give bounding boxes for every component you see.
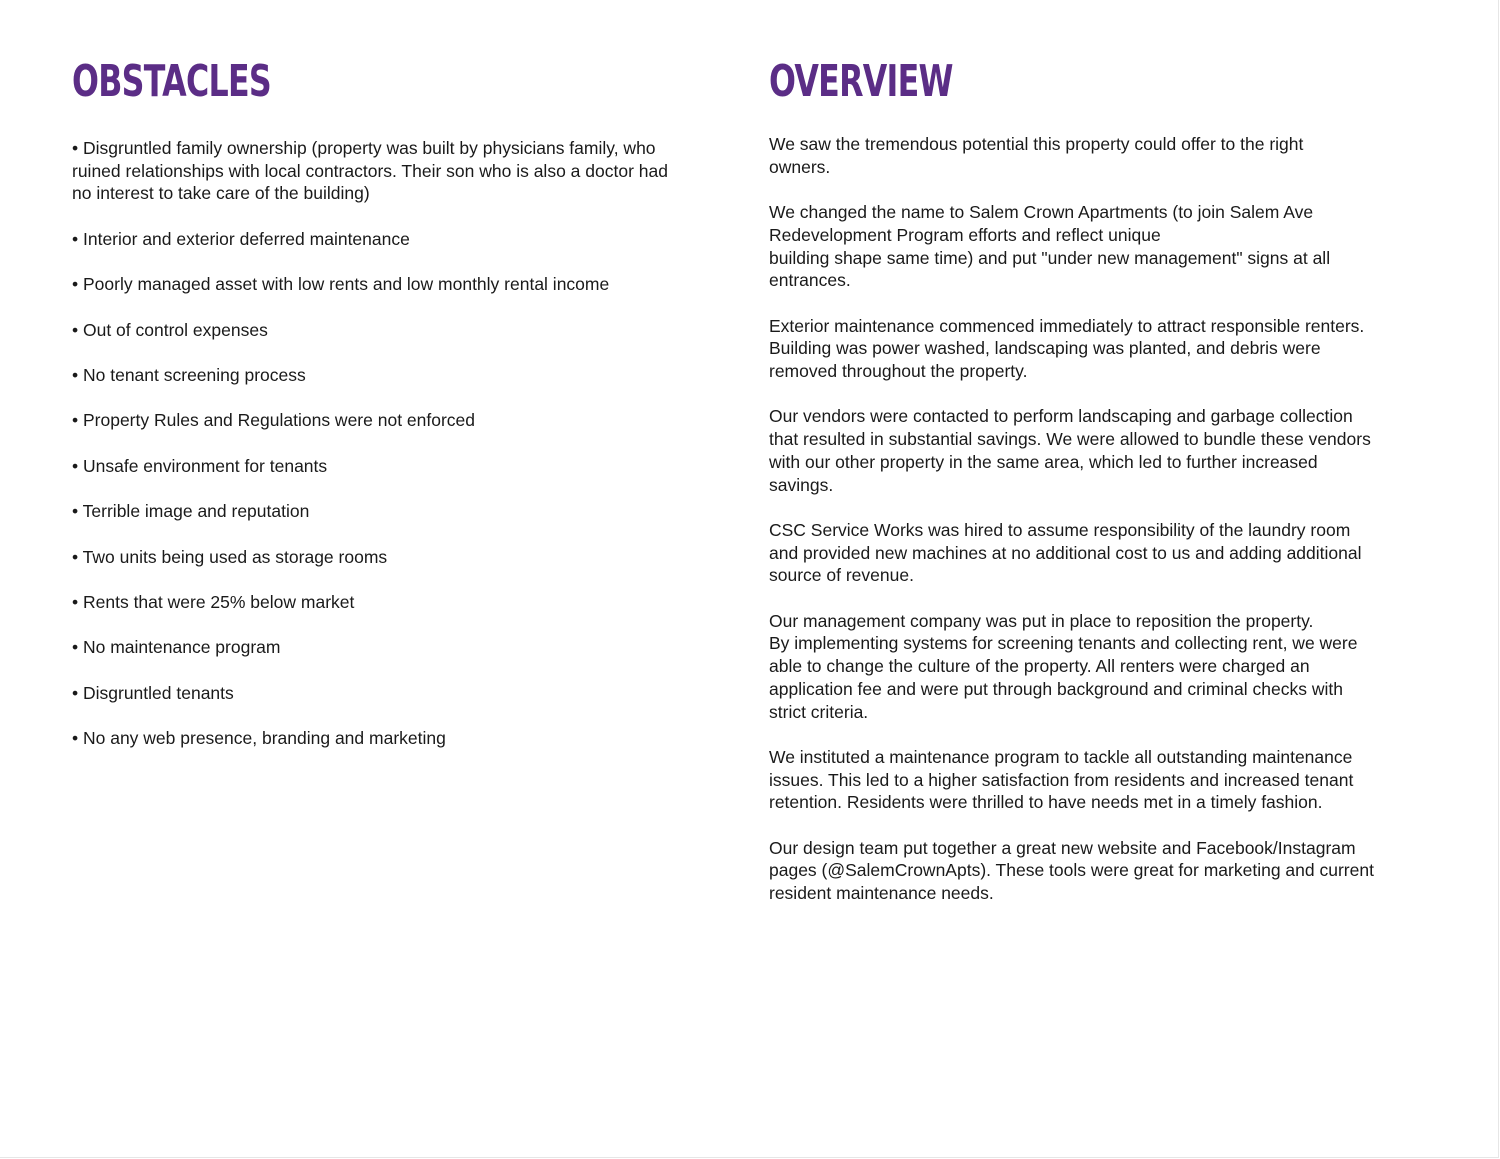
obstacle-item: • Terrible image and reputation (72, 501, 310, 522)
overview-paragraph: Our management company was put in place to reposition the property. By implementing systems for screening tenants and collecting rent, we were able to change the culture of the property. All renters were charged an application fee and were put through background and criminal checks with strict criteria. (769, 610, 1358, 722)
overview-paragraph: We instituted a maintenance program to tackle all outstanding maintenance issues. This led to a higher satisfaction from residents and increased tenant retention. Residents were thrilled to have needs met in a timely fashion. (769, 746, 1354, 813)
overview-paragraph: Exterior maintenance commenced immediately to attract responsible renters. Building was power washed, landscaping was planted, and debris were removed throughout the property. (769, 315, 1365, 381)
obstacle-item: • Two units being used as storage rooms (72, 546, 388, 567)
overview-heading: OVERVIEW (769, 56, 953, 107)
obstacle-item: • Disgruntled family ownership (property was built by physicians family, who ruined relationships with local contractors. Their son who is also a doctor had no interest to take care of the building) (72, 138, 668, 204)
overview-paragraph: CSC Service Works was hired to assume responsibility of the laundry room and provided new machines at no additional cost to us and adding additional source of revenue. (769, 519, 1362, 586)
obstacle-item: • Property Rules and Regulations were not enforced (72, 410, 476, 431)
overview-paragraph: Our design team put together a great new website and Facebook/Instagram pages (@SalemCrownApts). These tools were great for marketing and current resident maintenance needs. (769, 837, 1374, 904)
overview-paragraph: Our vendors were contacted to perform landscaping and garbage collection that resulted in substantial savings. We were allowed to bundle these vendors with our other property in the same area, which led to further increased savings. (769, 406, 1371, 495)
obstacle-item: • Interior and exterior deferred maintenance (72, 228, 410, 249)
obstacle-item: • Disgruntled tenants (72, 682, 234, 703)
overview-paragraph: We saw the tremendous potential this property could offer to the right owners. (769, 134, 1304, 177)
obstacles-list (72, 137, 692, 772)
overview-body (769, 133, 1439, 927)
obstacle-item: • No maintenance program (72, 637, 281, 658)
obstacle-item: • No any web presence, branding and marketing (72, 728, 446, 749)
obstacle-item: • Rents that were 25% below market (72, 591, 355, 612)
overview-paragraph: We changed the name to Salem Crown Apartments (to join Salem Ave Redevelopment Program efforts and reflect unique building shape same time) and put "under new management" signs at all entrances. (769, 202, 1331, 291)
obstacle-item: • Poorly managed asset with low rents and low monthly rental income (72, 274, 610, 295)
obstacle-item: • No tenant screening process (72, 364, 306, 385)
obstacle-item: • Out of control expenses (72, 319, 268, 340)
obstacles-heading: OBSTACLES (72, 56, 271, 107)
obstacle-item: • Unsafe environment for tenants (72, 455, 328, 476)
